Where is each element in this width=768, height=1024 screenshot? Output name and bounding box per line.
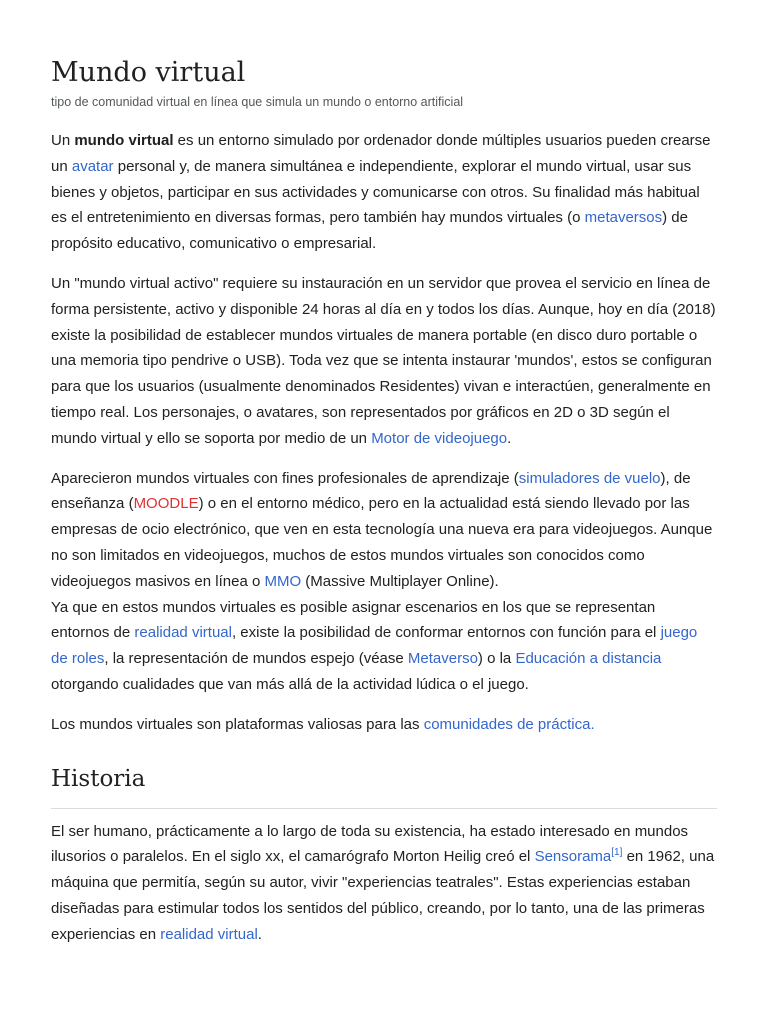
bold-term: mundo virtual: [74, 132, 174, 149]
text: Un: [51, 132, 75, 149]
link-educacion-distancia[interactable]: Educación a distancia: [515, 650, 662, 668]
text: .: [507, 429, 512, 447]
link-mmo[interactable]: MMO: [264, 572, 302, 590]
text: Ya que en estos mundos virtuales es posible asignar escenarios en los que se representan entornos de: [51, 598, 656, 642]
text: ) o en el entorno médico, pero en la actualidad está siendo llevado por las empresas de ocio electrónico, que ven en esta tecnología una nueva era para videojuegos. Aunque no son limitados en videojuegos, muchos de estos mundos virtuales son conocidos como videojuegos masivos en línea o: [51, 495, 713, 590]
text: ) o la: [477, 650, 516, 668]
text: .: [257, 925, 262, 943]
link-simuladores-vuelo[interactable]: simuladores de vuelo: [518, 469, 661, 487]
page-title: Mundo virtual: [51, 57, 246, 88]
paragraph-historia: [51, 819, 717, 948]
text: ), de enseñanza (: [51, 469, 691, 513]
page-subtitle: tipo de comunidad virtual en línea que simula un mundo o entorno artificial: [51, 95, 464, 109]
link-comunidades-practica[interactable]: comunidades de práctica.: [423, 715, 595, 733]
section-heading-historia: Historia: [51, 764, 717, 809]
link-juego-roles[interactable]: juego de roles: [51, 624, 698, 668]
link-motor-videojuego[interactable]: Motor de videojuego: [371, 429, 508, 447]
text: (Massive Multiplayer Online).: [301, 572, 499, 590]
reference-link[interactable]: [1]: [611, 847, 623, 859]
link-sensorama[interactable]: Sensorama: [534, 848, 612, 866]
text: es un entorno simulado por ordenador donde múltiples usuarios pueden crearse un: [51, 132, 711, 175]
text: El ser humano, prácticamente a lo largo de toda su existencia, ha estado interesado en mundos ilusorios o paralelos. En el siglo xx, el camarógrafo Morton Heilig creó el: [51, 822, 689, 866]
link-realidad-virtual[interactable]: realidad virtual: [160, 925, 258, 943]
link-moodle[interactable]: MOODLE: [133, 495, 199, 513]
paragraph-active-world: [51, 271, 717, 452]
text: en 1962, una máquina que permitía, según su autor, vivir "experiencias teatrales". Estas experiencias estaban diseñadas para estimular todos los sentidos del público, creando, por lo tanto, una de las primeras experiencias en: [51, 848, 715, 943]
paragraph-communities: [51, 712, 717, 738]
paragraph-professional-uses: [51, 466, 717, 698]
link-metaverso[interactable]: Metaverso: [407, 650, 478, 668]
text: otorgando cualidades que van más allá de la actividad lúdica o el juego.: [51, 675, 529, 693]
link-realidad-virtual[interactable]: realidad virtual: [134, 624, 232, 642]
text: , existe la posibilidad de conformar entornos con función para el: [231, 624, 661, 642]
text: Un "mundo virtual activo" requiere su instauración en un servidor que provea el servicio en línea de forma persistente, activo y disponible 24 horas al día en y todos los días. Aunque, hoy en día (2018) existe la posibilidad de establecer mundos virtuales de manera portable (en disco duro portable o una memoria tipo pendrive o USB). Toda vez que se intenta instaurar 'mundos', estos se configuran para que los usuarios (usualmente denominados Residentes) vivan e interactúen, generalmente en tiempo real. Los personajes, o avatares, son representados por gráficos en 2D o 3D según el mundo virtual y ello se soporta por medio de un: [51, 274, 716, 447]
text: , la representación de mundos espejo (véase: [104, 650, 408, 668]
text: Los mundos virtuales son plataformas valiosas para las: [51, 715, 424, 733]
text: personal y, de manera simultánea e independiente, explorar el mundo virtual, usar sus bienes y objetos, participar en sus actividades y comunicarse con otros. Su finalidad más habitual es el entretenimiento en diversas formas, pero también hay mundos virtuales (o: [51, 157, 700, 227]
text: Aparecieron mundos virtuales con fines profesionales de aprendizaje (: [51, 469, 519, 487]
link-avatar[interactable]: avatar: [71, 157, 114, 175]
paragraph-intro: [51, 128, 717, 257]
link-metaversos[interactable]: metaversos: [584, 209, 663, 227]
text: ) de propósito educativo, comunicativo o empresarial.: [51, 209, 688, 253]
